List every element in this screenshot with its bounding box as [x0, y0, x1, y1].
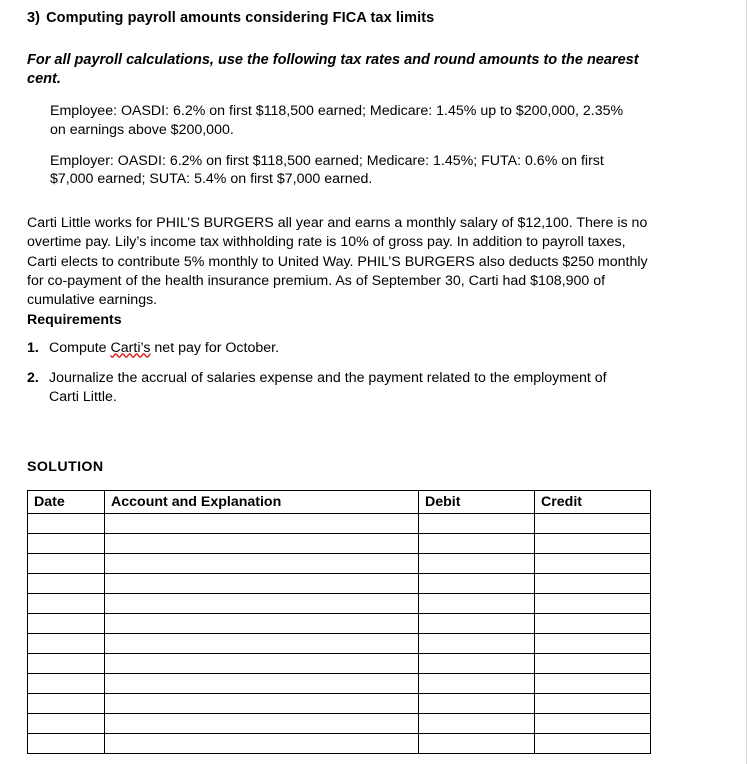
table-cell-account[interactable]	[105, 654, 419, 674]
table-cell-account[interactable]	[105, 614, 419, 634]
spellcheck-misspelled-word: Carti’s	[110, 339, 151, 356]
table-cell-debit[interactable]	[419, 574, 535, 594]
table-cell-date[interactable]	[28, 694, 105, 714]
requirement-number-2: 2.	[27, 369, 39, 386]
table-cell-account[interactable]	[105, 734, 419, 754]
table-cell-debit[interactable]	[419, 654, 535, 674]
requirement-item-1	[27, 339, 609, 358]
requirement-text-1-after: net pay for October.	[150, 339, 280, 356]
table-cell-account[interactable]	[105, 694, 419, 714]
solution-heading: SOLUTION	[27, 459, 104, 476]
journal-table-wrapper	[27, 475, 682, 754]
problem-number: 3)	[27, 10, 41, 26]
requirement-number-1: 1.	[27, 339, 39, 356]
table-cell-date[interactable]	[28, 654, 105, 674]
table-row[interactable]	[28, 714, 651, 734]
table-cell-credit[interactable]	[535, 594, 651, 614]
table-row[interactable]	[28, 594, 651, 614]
table-cell-credit[interactable]	[535, 534, 651, 554]
table-cell-debit[interactable]	[419, 714, 535, 734]
table-cell-account[interactable]	[105, 714, 419, 734]
requirement-text-2: Journalize the accrual of salaries expense and the payment related to the employment of Carti Little.	[49, 369, 607, 405]
table-cell-debit[interactable]	[419, 614, 535, 634]
journal-table-body	[28, 514, 651, 754]
table-row[interactable]	[28, 574, 651, 594]
table-cell-debit[interactable]	[419, 694, 535, 714]
journal-entry-table	[27, 490, 651, 754]
table-cell-date[interactable]	[28, 634, 105, 654]
table-row[interactable]	[28, 674, 651, 694]
column-header-credit: Credit	[535, 491, 651, 514]
table-cell-date[interactable]	[28, 594, 105, 614]
table-cell-account[interactable]	[105, 634, 419, 654]
table-row[interactable]	[28, 554, 651, 574]
table-cell-credit[interactable]	[535, 514, 651, 534]
problem-title	[27, 0, 682, 27]
table-cell-account[interactable]	[105, 534, 419, 554]
requirements-heading: Requirements	[27, 312, 122, 329]
table-cell-debit[interactable]	[419, 634, 535, 654]
problem-title-text: Computing payroll amounts considering FICA tax limits	[46, 10, 435, 26]
table-cell-credit[interactable]	[535, 654, 651, 674]
table-cell-debit[interactable]	[419, 554, 535, 574]
table-cell-account[interactable]	[105, 674, 419, 694]
table-cell-debit[interactable]	[419, 674, 535, 694]
table-header-row	[28, 491, 651, 514]
table-cell-date[interactable]	[28, 734, 105, 754]
employer-tax-rates: Employer: OASDI: 6.2% on first $118,500 earned; Medicare: 1.45%; FUTA: 0.6% on first $7,000 earned; SUTA: 5.4% on first $7,000 earned.	[50, 152, 604, 188]
table-cell-debit[interactable]	[419, 594, 535, 614]
table-cell-debit[interactable]	[419, 534, 535, 554]
table-cell-date[interactable]	[28, 714, 105, 734]
table-cell-credit[interactable]	[535, 574, 651, 594]
table-cell-debit[interactable]	[419, 734, 535, 754]
table-cell-account[interactable]	[105, 594, 419, 614]
table-cell-account[interactable]	[105, 574, 419, 594]
table-cell-credit[interactable]	[535, 554, 651, 574]
requirement-item-2	[27, 369, 609, 407]
table-row[interactable]	[28, 694, 651, 714]
table-cell-date[interactable]	[28, 514, 105, 534]
table-cell-account[interactable]	[105, 514, 419, 534]
requirement-text-1-before: Compute	[49, 339, 111, 356]
instruction-note: For all payroll calculations, use the following tax rates and round amounts to the nearest cent.	[27, 52, 639, 87]
column-header-date: Date	[28, 491, 105, 514]
table-row[interactable]	[28, 514, 651, 534]
table-row[interactable]	[28, 734, 651, 754]
table-cell-date[interactable]	[28, 574, 105, 594]
table-cell-date[interactable]	[28, 534, 105, 554]
employee-tax-rates: Employee: OASDI: 6.2% on first $118,500 earned; Medicare: 1.45% up to $200,000, 2.35% on earnings above $200,000.	[50, 102, 624, 138]
table-row[interactable]	[28, 654, 651, 674]
table-cell-credit[interactable]	[535, 734, 651, 754]
journal-table-head	[28, 491, 651, 514]
table-cell-date[interactable]	[28, 674, 105, 694]
table-row[interactable]	[28, 634, 651, 654]
table-cell-credit[interactable]	[535, 634, 651, 654]
requirements-list	[27, 330, 682, 408]
table-cell-date[interactable]	[28, 554, 105, 574]
column-header-debit: Debit	[419, 491, 535, 514]
table-cell-credit[interactable]	[535, 714, 651, 734]
table-cell-credit[interactable]	[535, 694, 651, 714]
table-cell-debit[interactable]	[419, 514, 535, 534]
table-cell-account[interactable]	[105, 554, 419, 574]
tax-rates-block	[27, 89, 682, 190]
table-cell-date[interactable]	[28, 614, 105, 634]
table-row[interactable]	[28, 534, 651, 554]
column-header-account-and-explanation: Account and Explanation	[105, 491, 419, 514]
document-content	[27, 0, 682, 754]
table-cell-credit[interactable]	[535, 674, 651, 694]
table-cell-credit[interactable]	[535, 614, 651, 634]
table-row[interactable]	[28, 614, 651, 634]
scenario-paragraph: Carti Little works for PHIL’S BURGERS all year and earns a monthly salary of $12,100. There is no overtime pay. Lily’s income tax withholding rate is 10% of gross pay. In addition to payroll taxes, Carti elects to contribute 5% monthly to United Way. PHIL’S BURGERS also deducts $250 monthly for co-payment of the health insurance premium. As of September 30, Carti had $108,900 of cumulative earnings.	[27, 215, 648, 308]
